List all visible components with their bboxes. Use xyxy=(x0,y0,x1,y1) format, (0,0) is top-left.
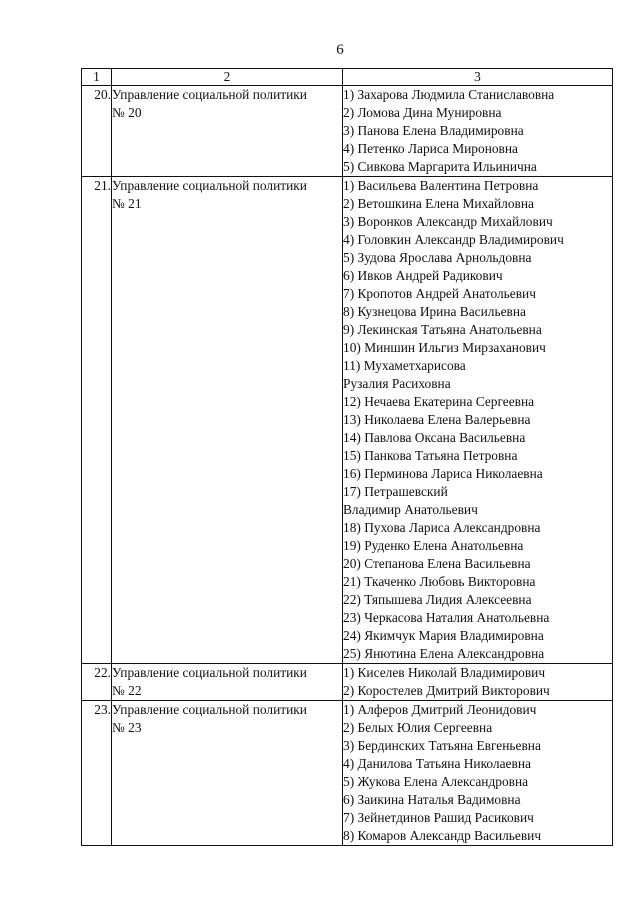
name-line: Рузалия Расиховна xyxy=(343,376,451,391)
row-number: 21. xyxy=(82,177,112,664)
department-line: № 21 xyxy=(112,196,142,211)
department-line: Управление социальной политики xyxy=(112,665,307,680)
names-cell xyxy=(343,177,613,664)
name-line: 24) Якимчук Мария Владимировна xyxy=(343,628,544,643)
name-line: 2) Ломова Дина Мунировна xyxy=(343,105,502,120)
table-row xyxy=(82,177,613,664)
name-line: 23) Черкасова Наталия Анатольевна xyxy=(343,610,550,625)
name-line: 20) Степанова Елена Васильевна xyxy=(343,556,531,571)
department-cell xyxy=(112,701,343,846)
name-line: 16) Перминова Лариса Николаевна xyxy=(343,466,543,481)
department-line: № 22 xyxy=(112,683,142,698)
table-row xyxy=(82,701,613,846)
name-line: 1) Киселев Николай Владимирович xyxy=(343,665,546,680)
name-line: 14) Павлова Оксана Васильевна xyxy=(343,430,526,445)
department-line: Управление социальной политики xyxy=(112,178,307,193)
name-line: 3) Бердинских Татьяна Евгеньевна xyxy=(343,738,541,753)
column-header-3: 3 xyxy=(343,69,613,86)
name-line: 25) Янютина Елена Александровна xyxy=(343,646,545,661)
column-header-1: 1 xyxy=(82,69,112,86)
name-line: 12) Нечаева Екатерина Сергеевна xyxy=(343,394,535,409)
names-cell xyxy=(343,664,613,701)
name-line: 1) Васильева Валентина Петровна xyxy=(343,178,539,193)
table-row xyxy=(82,664,613,701)
name-line: 11) Мухаметхарисова xyxy=(343,358,466,373)
name-line: 22) Тяпышева Лидия Алексеевна xyxy=(343,592,532,607)
name-line: 4) Данилова Татьяна Николаевна xyxy=(343,756,531,771)
name-line: 5) Жукова Елена Александровна xyxy=(343,774,529,789)
name-line: 7) Кропотов Андрей Анатольевич xyxy=(343,286,536,301)
name-line: 1) Захарова Людмила Станиславовна xyxy=(343,87,555,102)
department-cell xyxy=(112,86,343,177)
name-line: 1) Алферов Дмитрий Леонидович xyxy=(343,702,537,717)
department-line: Управление социальной политики xyxy=(112,702,307,717)
department-line: Управление социальной политики xyxy=(112,87,307,102)
name-line: Владимир Анатольевич xyxy=(343,502,478,517)
name-line: 4) Головкин Александр Владимирович xyxy=(343,232,564,247)
name-line: 7) Зейнетдинов Рашид Расикович xyxy=(343,810,534,825)
name-line: 5) Сивкова Маргарита Ильинична xyxy=(343,159,537,174)
table-header-row xyxy=(82,69,613,86)
name-line: 3) Воронков Александр Михайлович xyxy=(343,214,553,229)
name-line: 19) Руденко Елена Анатольевна xyxy=(343,538,524,553)
row-number: 22. xyxy=(82,664,112,701)
name-line: 5) Зудова Ярослава Арнольдовна xyxy=(343,250,532,265)
row-number: 20. xyxy=(82,86,112,177)
column-header-2: 2 xyxy=(112,69,343,86)
name-line: 21) Ткаченко Любовь Викторовна xyxy=(343,574,536,589)
name-line: 10) Миншин Ильгиз Мирзаханович xyxy=(343,340,546,355)
name-line: 2) Ветошкина Елена Михайловна xyxy=(343,196,534,211)
department-line: № 23 xyxy=(112,720,142,735)
name-line: 2) Коростелев Дмитрий Викторович xyxy=(343,683,550,698)
name-line: 15) Панкова Татьяна Петровна xyxy=(343,448,518,463)
table-row xyxy=(82,86,613,177)
name-line: 8) Комаров Александр Васильевич xyxy=(343,828,542,843)
appointees-table xyxy=(81,68,613,846)
name-line: 2) Белых Юлия Сергеевна xyxy=(343,720,493,735)
name-line: 6) Заикина Наталья Вадимовна xyxy=(343,792,521,807)
row-number: 23. xyxy=(82,701,112,846)
name-line: 13) Николаева Елена Валерьевна xyxy=(343,412,531,427)
name-line: 3) Панова Елена Владимировна xyxy=(343,123,524,138)
name-line: 6) Ивков Андрей Радикович xyxy=(343,268,503,283)
department-cell xyxy=(112,664,343,701)
name-line: 9) Лекинская Татьяна Анатольевна xyxy=(343,322,542,337)
names-cell xyxy=(343,701,613,846)
name-line: 8) Кузнецова Ирина Васильевна xyxy=(343,304,526,319)
name-line: 4) Петенко Лариса Мироновна xyxy=(343,141,518,156)
names-cell xyxy=(343,86,613,177)
department-line: № 20 xyxy=(112,105,142,120)
name-line: 18) Пухова Лариса Александровна xyxy=(343,520,541,535)
page-number: 6 xyxy=(336,42,344,58)
name-line: 17) Петрашевский xyxy=(343,484,448,499)
department-cell xyxy=(112,177,343,664)
